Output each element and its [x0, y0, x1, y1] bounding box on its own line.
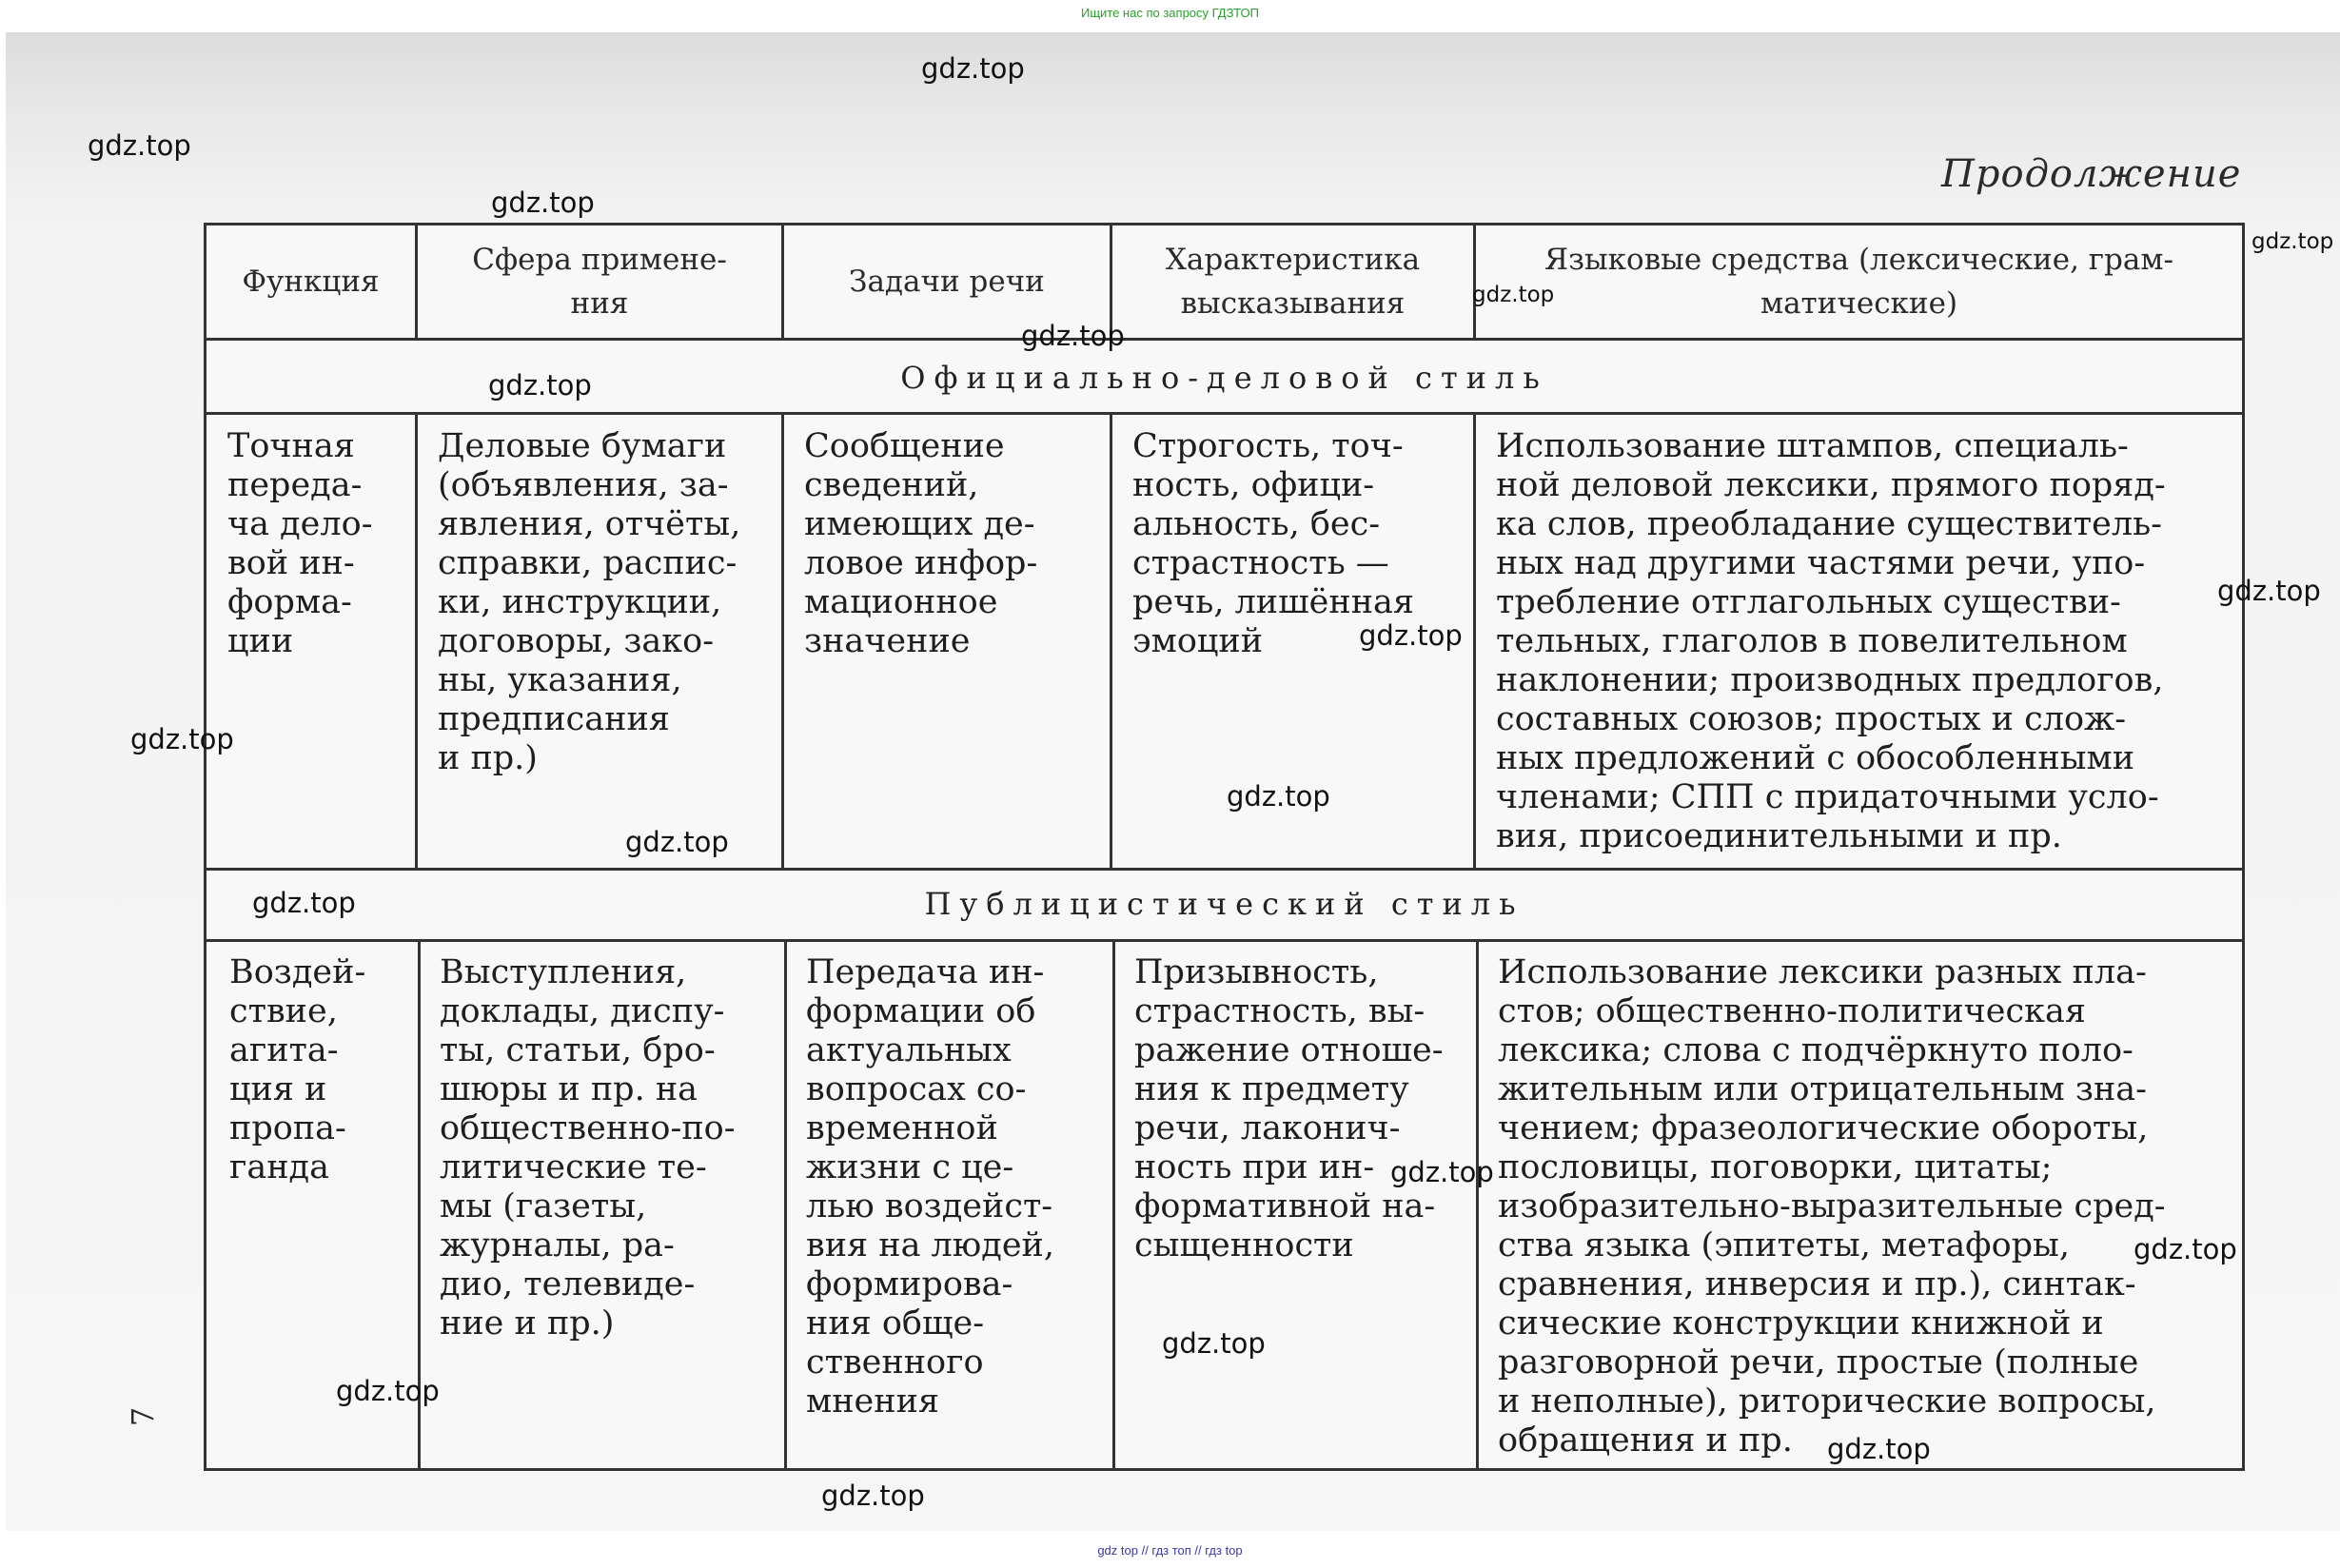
watermark: gdz.top — [1827, 1433, 1931, 1465]
watermark: gdz.top — [2217, 575, 2321, 607]
watermark: gdz.top — [1227, 780, 1330, 813]
watermark: gdz.top — [488, 369, 592, 402]
column-divider — [781, 412, 784, 868]
table-rule — [206, 939, 2242, 942]
watermark: gdz.top — [1359, 619, 1463, 652]
official-function-cell: Точная переда- ча дело- вой ин- форма- ции — [227, 427, 373, 660]
official-characteristic-cell: Строгость, точ- ность, офици- альность, бес- страстность — речь, лишённая эмоций — [1132, 427, 1414, 660]
section-title-official: Официально-деловой стиль — [900, 360, 1548, 396]
watermark: gdz.top — [1390, 1156, 1494, 1188]
publicistic-characteristic-cell: Призывность, страстность, вы- ражение отноше- ния к предмету речи, лаконич- ность при ин- формативной на- сыщенности — [1134, 953, 1444, 1264]
header-function: Функция — [242, 265, 380, 299]
official-tasks-cell: Сообщение сведений, имеющих де- ловое инфор- мационное значение — [804, 427, 1038, 660]
publicistic-tasks-cell: Передача ин- формации об актуальных вопросах со- временной жизни с це- лью воздейст- вия на людей, формирова- ния обще- ственного мнения — [806, 953, 1054, 1421]
section-title-publicistic: Публицистический стиль — [924, 886, 1524, 922]
watermark: gdz.top — [821, 1480, 925, 1512]
watermark: gdz.top — [1472, 283, 1555, 307]
header-language-means: Языковые средства (лексические, грам- матические) — [1544, 243, 2173, 321]
header-sphere: Сфера примене- ния — [472, 243, 727, 321]
watermark: gdz.top — [1021, 320, 1125, 352]
table-rule — [206, 412, 2242, 415]
continuation-label: Продолжение — [1941, 152, 2242, 196]
publicistic-sphere-cell: Выступления, доклады, диспу- ты, статьи, бро- шюры и пр. на общественно-по- литические те- мы (газеты, журналы, ра- дио, телевиде- ние и пр.) — [440, 953, 736, 1343]
watermark: gdz.top — [252, 887, 356, 919]
official-means-cell: Использование штампов, специаль- ной деловой лексики, прямого поряд- ка слов, преобладание существитель- ных над другими частями речи, упо- требление отглагольных существи- тельных, глаголов в повелительном наклонении; производных предлогов, составных союзов; простых и слож- ных предложений с обособленными членами; СПП с придаточными усло- вия, присоединительными и пр. — [1496, 427, 2166, 855]
watermark: gdz.top — [1162, 1327, 1266, 1360]
top-banner[interactable]: Ищите нас по запросу ГДЗТОП — [1080, 6, 1259, 20]
column-divider — [1476, 939, 1479, 1468]
column-divider — [1473, 412, 1476, 868]
watermark: gdz.top — [2134, 1233, 2237, 1265]
table-rule — [206, 868, 2242, 871]
official-sphere-cell: Деловые бумаги (объявления, за- явления, отчёты, справки, распис- ки, инструкции, договоры, зако- ны, указания, предписания и пр.) — [438, 427, 741, 777]
watermark: gdz.top — [336, 1375, 440, 1407]
watermark: gdz.top — [491, 186, 595, 219]
publicistic-means-cell: Использование лексики разных пла- стов; общественно-политическая лексика; слова с подчёркнуто поло- жительным или отрицательным зна- чением; фразеологические обороты, пословицы, поговорки, цитаты; изобразительно-выразительные сред- ства языка (эпитеты, метафоры, сравнения, инверсия и пр.), синтак- сические конструкции книжной и разговорной речи, простые (полные и неполные), риторические вопросы, обращения и пр. — [1498, 953, 2166, 1460]
column-divider — [784, 939, 787, 1468]
watermark: gdz.top — [130, 723, 234, 755]
watermark: gdz.top — [88, 129, 191, 162]
publicistic-function-cell: Воздей- ствие, агита- ция и пропа- ганда — [229, 953, 366, 1186]
styles-table — [204, 223, 2245, 1471]
watermark: gdz.top — [2252, 229, 2334, 254]
table-rule — [206, 338, 2242, 341]
bottom-banner[interactable]: gdz top // гдз топ // гдз top — [1097, 1543, 1243, 1558]
header-speech-tasks: Задачи речи — [849, 265, 1045, 299]
column-divider — [1112, 939, 1115, 1468]
header-characteristic: Характеристика высказывания — [1165, 243, 1421, 321]
watermark: gdz.top — [921, 52, 1025, 85]
column-divider — [1110, 412, 1112, 868]
watermark: gdz.top — [625, 826, 729, 858]
column-divider — [415, 412, 418, 868]
page-number: 7 — [125, 1406, 162, 1427]
